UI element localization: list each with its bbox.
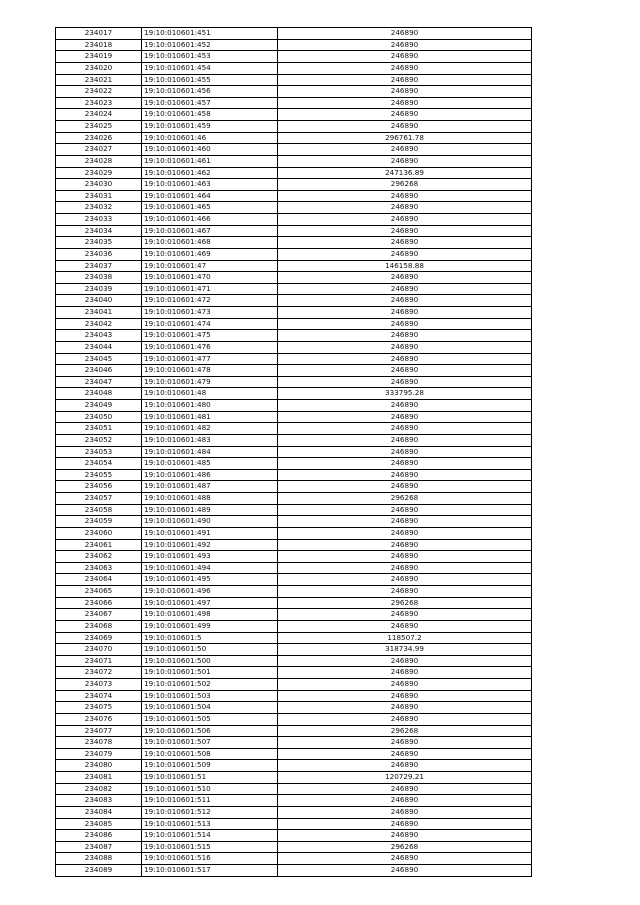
value-cell: 246890 [278,155,532,167]
table-row [56,551,532,563]
cadastral-number-cell: 19:10:010601:509 [142,760,278,772]
table-row [56,713,532,725]
cadastral-number-cell: 19:10:010601:467 [142,225,278,237]
row-number-cell: 234028 [56,155,142,167]
table-row [56,644,532,656]
cadastral-number-cell: 19:10:010601:506 [142,725,278,737]
value-cell: 246890 [278,760,532,772]
table-row [56,493,532,505]
value-cell: 146158.88 [278,260,532,272]
table-row [56,28,532,40]
table-row [56,237,532,249]
cadastral-number-cell: 19:10:010601:503 [142,690,278,702]
cadastral-number-cell: 19:10:010601:501 [142,667,278,679]
value-cell: 246890 [278,853,532,865]
cadastral-number-cell: 19:10:010601:498 [142,609,278,621]
value-cell: 246890 [278,341,532,353]
value-cell: 246890 [278,121,532,133]
table-row [56,260,532,272]
cadastral-number-cell: 19:10:010601:475 [142,330,278,342]
table-row [56,609,532,621]
cadastral-number-cell: 19:10:010601:499 [142,620,278,632]
cadastral-number-cell: 19:10:010601:505 [142,713,278,725]
value-cell: 246890 [278,655,532,667]
row-number-cell: 234036 [56,248,142,260]
value-cell: 246890 [278,62,532,74]
value-cell: 246890 [278,516,532,528]
value-cell: 247136.89 [278,167,532,179]
row-number-cell: 234083 [56,795,142,807]
value-cell: 333795.28 [278,388,532,400]
cadastral-number-cell: 19:10:010601:463 [142,179,278,191]
row-number-cell: 234041 [56,307,142,319]
table-row [56,121,532,133]
value-cell: 246890 [278,365,532,377]
cadastral-number-cell: 19:10:010601:459 [142,121,278,133]
value-cell: 246890 [278,411,532,423]
value-cell: 246890 [278,376,532,388]
table-row [56,562,532,574]
cadastral-number-cell: 19:10:010601:46 [142,132,278,144]
table-row [56,737,532,749]
value-cell: 246890 [278,330,532,342]
cadastral-number-cell: 19:10:010601:480 [142,400,278,412]
value-cell: 246890 [278,86,532,98]
value-cell: 246890 [278,190,532,202]
row-number-cell: 234030 [56,179,142,191]
cadastral-number-cell: 19:10:010601:497 [142,597,278,609]
table-row [56,86,532,98]
cadastral-number-cell: 19:10:010601:461 [142,155,278,167]
table-row [56,388,532,400]
table-row [56,655,532,667]
value-cell: 246890 [278,620,532,632]
cadastral-number-cell: 19:10:010601:5 [142,632,278,644]
row-number-cell: 234027 [56,144,142,156]
value-cell: 246890 [278,830,532,842]
value-cell: 246890 [278,806,532,818]
value-cell: 246890 [278,586,532,598]
cadastral-number-cell: 19:10:010601:468 [142,237,278,249]
cadastral-number-cell: 19:10:010601:455 [142,74,278,86]
value-cell: 296268 [278,493,532,505]
cadastral-number-cell: 19:10:010601:453 [142,51,278,63]
cadastral-number-cell: 19:10:010601:504 [142,702,278,714]
table-row [56,167,532,179]
row-number-cell: 234045 [56,353,142,365]
value-cell: 246890 [278,737,532,749]
table-row [56,318,532,330]
cadastral-number-cell: 19:10:010601:456 [142,86,278,98]
cadastral-number-cell: 19:10:010601:487 [142,481,278,493]
value-cell: 246890 [278,818,532,830]
table-row [56,772,532,784]
cadastral-number-cell: 19:10:010601:454 [142,62,278,74]
cadastral-number-cell: 19:10:010601:512 [142,806,278,818]
row-number-cell: 234017 [56,28,142,40]
table-row [56,376,532,388]
row-number-cell: 234074 [56,690,142,702]
value-cell: 246890 [278,283,532,295]
cadastral-number-cell: 19:10:010601:462 [142,167,278,179]
row-number-cell: 234062 [56,551,142,563]
row-number-cell: 234038 [56,272,142,284]
table-row [56,586,532,598]
row-number-cell: 234088 [56,853,142,865]
value-cell: 246890 [278,74,532,86]
table-row [56,179,532,191]
cadastral-number-cell: 19:10:010601:47 [142,260,278,272]
row-number-cell: 234057 [56,493,142,505]
value-cell: 246890 [278,527,532,539]
row-number-cell: 234056 [56,481,142,493]
row-number-cell: 234040 [56,295,142,307]
table-row [56,62,532,74]
cadastral-number-cell: 19:10:010601:507 [142,737,278,749]
value-cell: 246890 [278,504,532,516]
row-number-cell: 234049 [56,400,142,412]
value-cell: 246890 [278,713,532,725]
table-row [56,469,532,481]
table-row [56,434,532,446]
table-row [56,760,532,772]
row-number-cell: 234046 [56,365,142,377]
row-number-cell: 234058 [56,504,142,516]
row-number-cell: 234032 [56,202,142,214]
table-row [56,597,532,609]
row-number-cell: 234075 [56,702,142,714]
value-cell: 246890 [278,144,532,156]
table-row [56,248,532,260]
cadastral-number-cell: 19:10:010601:494 [142,562,278,574]
row-number-cell: 234051 [56,423,142,435]
cadastral-number-cell: 19:10:010601:495 [142,574,278,586]
row-number-cell: 234070 [56,644,142,656]
table-row [56,818,532,830]
table-row [56,632,532,644]
row-number-cell: 234073 [56,679,142,691]
table-row [56,783,532,795]
cadastral-number-cell: 19:10:010601:484 [142,446,278,458]
table-row [56,307,532,319]
row-number-cell: 234024 [56,109,142,121]
value-cell: 246890 [278,574,532,586]
table-row [56,516,532,528]
table-row [56,51,532,63]
table-row [56,667,532,679]
cadastral-number-cell: 19:10:010601:488 [142,493,278,505]
table-row [56,202,532,214]
table-row [56,411,532,423]
row-number-cell: 234042 [56,318,142,330]
value-cell: 246890 [278,446,532,458]
row-number-cell: 234055 [56,469,142,481]
value-cell: 118507.2 [278,632,532,644]
row-number-cell: 234078 [56,737,142,749]
cadastral-number-cell: 19:10:010601:502 [142,679,278,691]
cadastral-number-cell: 19:10:010601:479 [142,376,278,388]
value-cell: 246890 [278,562,532,574]
value-cell: 246890 [278,272,532,284]
value-cell: 246890 [278,109,532,121]
row-number-cell: 234084 [56,806,142,818]
value-cell: 246890 [278,39,532,51]
row-number-cell: 234026 [56,132,142,144]
cadastral-number-cell: 19:10:010601:517 [142,865,278,877]
table-row [56,504,532,516]
row-number-cell: 234020 [56,62,142,74]
table-row [56,283,532,295]
table-row [56,702,532,714]
value-cell: 246890 [278,795,532,807]
cadastral-number-cell: 19:10:010601:514 [142,830,278,842]
cadastral-number-cell: 19:10:010601:473 [142,307,278,319]
cadastral-number-cell: 19:10:010601:510 [142,783,278,795]
value-cell: 120729.21 [278,772,532,784]
value-cell: 246890 [278,609,532,621]
cadastral-number-cell: 19:10:010601:482 [142,423,278,435]
cadastral-number-cell: 19:10:010601:486 [142,469,278,481]
value-cell: 246890 [278,202,532,214]
cadastral-number-cell: 19:10:010601:492 [142,539,278,551]
row-number-cell: 234066 [56,597,142,609]
cadastral-number-cell: 19:10:010601:465 [142,202,278,214]
value-cell: 246890 [278,51,532,63]
value-cell: 246890 [278,481,532,493]
value-cell: 296268 [278,841,532,853]
table-row [56,353,532,365]
row-number-cell: 234060 [56,527,142,539]
cadastral-number-cell: 19:10:010601:458 [142,109,278,121]
table-row [56,620,532,632]
row-number-cell: 234043 [56,330,142,342]
cadastral-number-cell: 19:10:010601:48 [142,388,278,400]
table-row [56,132,532,144]
row-number-cell: 234085 [56,818,142,830]
table-row [56,144,532,156]
row-number-cell: 234021 [56,74,142,86]
cadastral-number-cell: 19:10:010601:452 [142,39,278,51]
table-row [56,806,532,818]
row-number-cell: 234052 [56,434,142,446]
row-number-cell: 234077 [56,725,142,737]
row-number-cell: 234081 [56,772,142,784]
table-row [56,679,532,691]
value-cell: 246890 [278,307,532,319]
value-cell: 246890 [278,423,532,435]
value-cell: 246890 [278,539,532,551]
cadastral-number-cell: 19:10:010601:500 [142,655,278,667]
table-row [56,865,532,877]
cadastral-number-cell: 19:10:010601:474 [142,318,278,330]
row-number-cell: 234071 [56,655,142,667]
table-row [56,190,532,202]
table-row [56,690,532,702]
row-number-cell: 234053 [56,446,142,458]
table-row [56,539,532,551]
row-number-cell: 234080 [56,760,142,772]
table-row [56,214,532,226]
cadastral-number-cell: 19:10:010601:485 [142,458,278,470]
value-cell: 246890 [278,783,532,795]
table-row [56,39,532,51]
cadastral-number-cell: 19:10:010601:478 [142,365,278,377]
table-row [56,330,532,342]
table-row [56,458,532,470]
row-number-cell: 234064 [56,574,142,586]
cadastral-number-cell: 19:10:010601:483 [142,434,278,446]
table-row [56,446,532,458]
row-number-cell: 234048 [56,388,142,400]
value-cell: 246890 [278,434,532,446]
row-number-cell: 234022 [56,86,142,98]
value-cell: 296761.78 [278,132,532,144]
table-row [56,365,532,377]
cadastral-number-cell: 19:10:010601:493 [142,551,278,563]
value-cell: 246890 [278,702,532,714]
row-number-cell: 234072 [56,667,142,679]
row-number-cell: 234039 [56,283,142,295]
row-number-cell: 234050 [56,411,142,423]
row-number-cell: 234061 [56,539,142,551]
cadastral-number-cell: 19:10:010601:470 [142,272,278,284]
table-row [56,400,532,412]
table-row [56,574,532,586]
row-number-cell: 234065 [56,586,142,598]
cadastral-number-cell: 19:10:010601:513 [142,818,278,830]
row-number-cell: 234044 [56,341,142,353]
table-row [56,841,532,853]
cadastral-number-cell: 19:10:010601:496 [142,586,278,598]
value-cell: 246890 [278,318,532,330]
cadastral-number-cell: 19:10:010601:508 [142,748,278,760]
cadastral-number-cell: 19:10:010601:451 [142,28,278,40]
row-number-cell: 234018 [56,39,142,51]
row-number-cell: 234035 [56,237,142,249]
table-row [56,341,532,353]
row-number-cell: 234054 [56,458,142,470]
value-cell: 296268 [278,179,532,191]
row-number-cell: 234089 [56,865,142,877]
value-cell: 296268 [278,725,532,737]
table-row [56,527,532,539]
table-body [56,28,532,877]
value-cell: 246890 [278,748,532,760]
row-number-cell: 234025 [56,121,142,133]
value-cell: 246890 [278,690,532,702]
cadastral-number-cell: 19:10:010601:469 [142,248,278,260]
cadastral-number-cell: 19:10:010601:51 [142,772,278,784]
value-cell: 246890 [278,28,532,40]
table-row [56,748,532,760]
cadastral-number-cell: 19:10:010601:516 [142,853,278,865]
table-row [56,225,532,237]
cadastral-number-cell: 19:10:010601:489 [142,504,278,516]
value-cell: 246890 [278,551,532,563]
value-cell: 296268 [278,597,532,609]
table-row [56,795,532,807]
cadastral-number-cell: 19:10:010601:471 [142,283,278,295]
value-cell: 246890 [278,97,532,109]
cadastral-number-cell: 19:10:010601:472 [142,295,278,307]
cadastral-number-cell: 19:10:010601:490 [142,516,278,528]
cadastral-number-cell: 19:10:010601:477 [142,353,278,365]
value-cell: 246890 [278,667,532,679]
table-row [56,97,532,109]
value-cell: 246890 [278,679,532,691]
table-row [56,830,532,842]
row-number-cell: 234034 [56,225,142,237]
table-row [56,109,532,121]
value-cell: 246890 [278,353,532,365]
row-number-cell: 234082 [56,783,142,795]
cadastral-number-cell: 19:10:010601:511 [142,795,278,807]
row-number-cell: 234023 [56,97,142,109]
row-number-cell: 234033 [56,214,142,226]
table-row [56,725,532,737]
row-number-cell: 234019 [56,51,142,63]
row-number-cell: 234086 [56,830,142,842]
row-number-cell: 234067 [56,609,142,621]
cadastral-number-cell: 19:10:010601:476 [142,341,278,353]
row-number-cell: 234063 [56,562,142,574]
cadastral-number-cell: 19:10:010601:460 [142,144,278,156]
row-number-cell: 234087 [56,841,142,853]
row-number-cell: 234047 [56,376,142,388]
value-cell: 246890 [278,248,532,260]
cadastral-number-cell: 19:10:010601:491 [142,527,278,539]
row-number-cell: 234079 [56,748,142,760]
table-row [56,155,532,167]
data-table [55,27,532,877]
table-row [56,481,532,493]
value-cell: 246890 [278,865,532,877]
table-row [56,272,532,284]
table-row [56,423,532,435]
cadastral-number-cell: 19:10:010601:515 [142,841,278,853]
cadastral-number-cell: 19:10:010601:50 [142,644,278,656]
value-cell: 246890 [278,469,532,481]
value-cell: 246890 [278,400,532,412]
row-number-cell: 234037 [56,260,142,272]
value-cell: 246890 [278,225,532,237]
table-row [56,74,532,86]
cadastral-number-cell: 19:10:010601:481 [142,411,278,423]
value-cell: 246890 [278,214,532,226]
cadastral-number-cell: 19:10:010601:466 [142,214,278,226]
row-number-cell: 234069 [56,632,142,644]
table-row [56,853,532,865]
table-row [56,295,532,307]
value-cell: 246890 [278,458,532,470]
row-number-cell: 234068 [56,620,142,632]
cadastral-number-cell: 19:10:010601:464 [142,190,278,202]
value-cell: 246890 [278,295,532,307]
row-number-cell: 234059 [56,516,142,528]
value-cell: 318734.99 [278,644,532,656]
cadastral-number-cell: 19:10:010601:457 [142,97,278,109]
row-number-cell: 234031 [56,190,142,202]
row-number-cell: 234029 [56,167,142,179]
value-cell: 246890 [278,237,532,249]
row-number-cell: 234076 [56,713,142,725]
